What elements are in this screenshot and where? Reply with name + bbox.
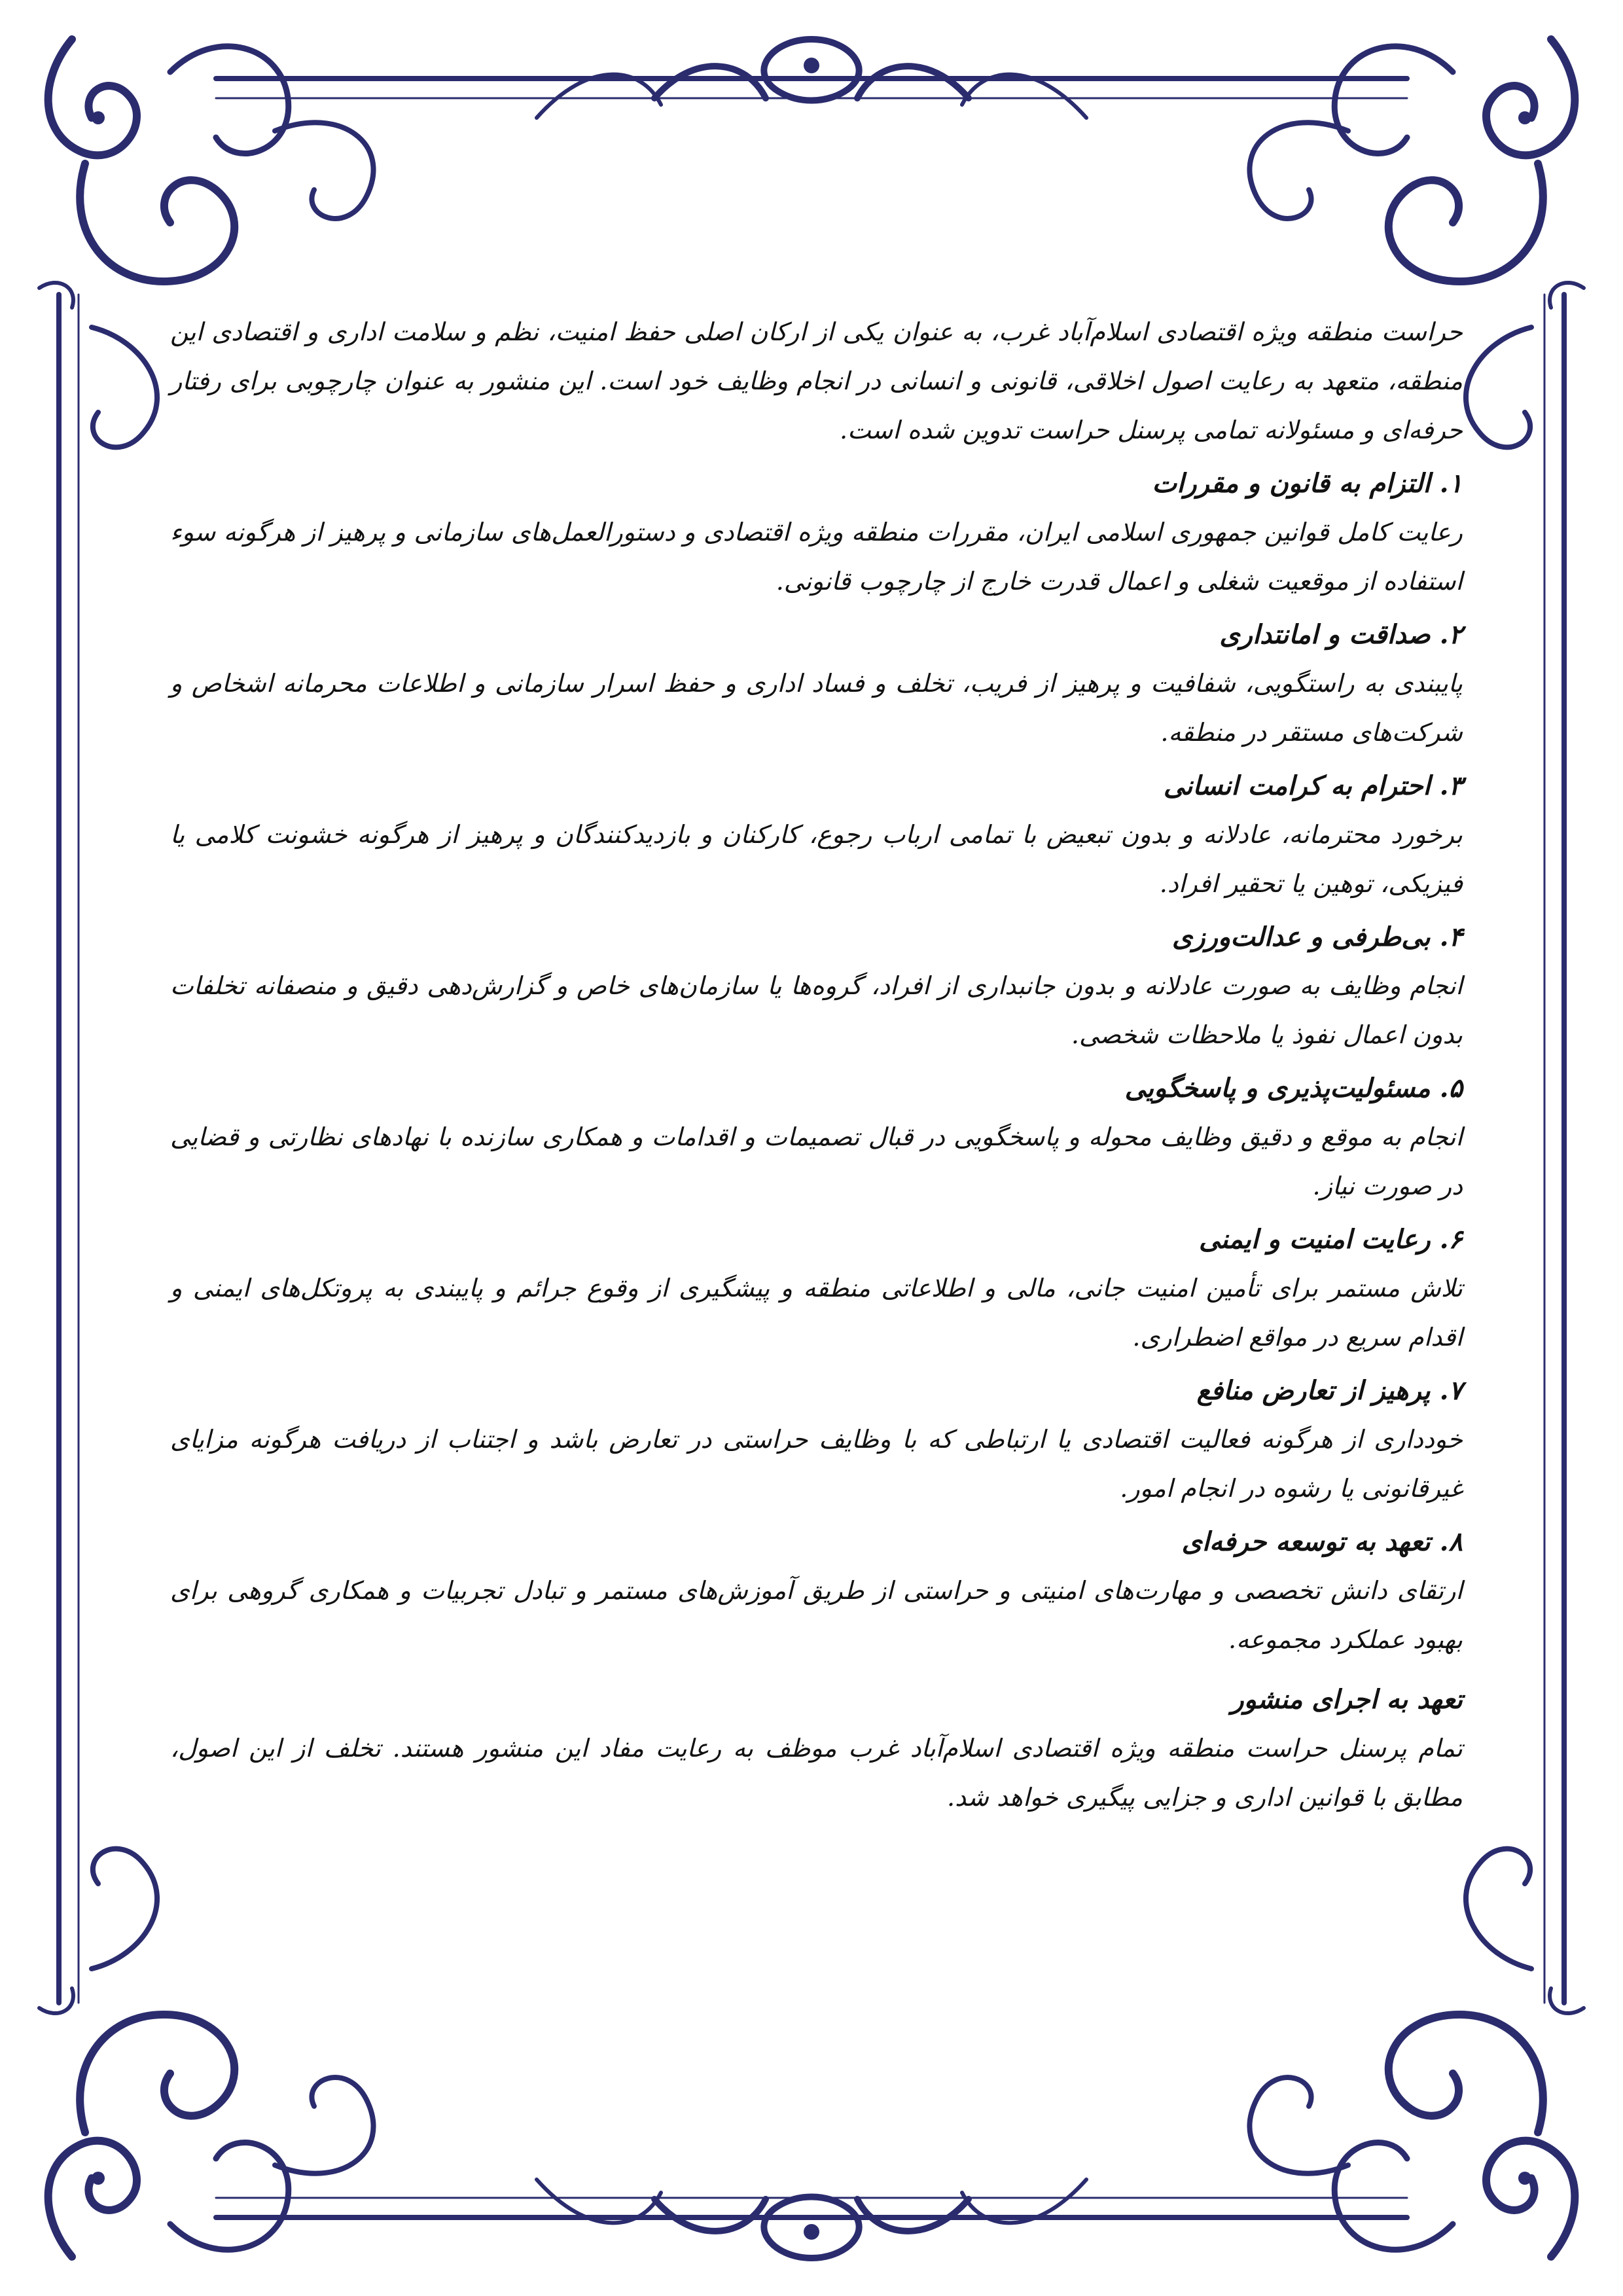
- charter-text: [170, 308, 1463, 1825]
- section-1-body: رعایت کامل قوانین جمهوری اسلامی ایران، مقررات منطقه ویژه اقتصادی و دستورالعمل‌های سازمانی و پرهیز از هرگونه سوء استفاده از موقعیت شغلی و اعمال قدرت خارج از چارچوب قانونی.: [170, 518, 1463, 596]
- section-8-heading: ۸. تعهد به توسعه حرفه‌ای: [1181, 1526, 1463, 1557]
- section-5-heading: ۵. مسئولیت‌پذیری و پاسخگویی: [1124, 1073, 1463, 1103]
- section-1-heading: ۱. التزام به قانون و مقررات: [1152, 468, 1463, 499]
- closing-body: تمام پرسنل حراست منطقه ویژه اقتصادی اسلام‌آباد غرب موظف به رعایت مفاد این منشور هستند. تخلف از این اصول، مطابق با قوانین اداری و جزایی پیگیری خواهد شد.: [170, 1734, 1463, 1812]
- charter-intro: حراست منطقه ویژه اقتصادی اسلام‌آباد غرب، به عنوان یکی از ارکان اصلی حفظ امنیت، نظم و سلامت اداری و اقتصادی این منطقه، متعهد به رعایت اصول اخلاقی، قانونی و انسانی در انجام وظایف خود است. این منشور به عنوان چارچوبی برای رفتار حرفه‌ای و مسئولانه تمامی پرسنل حراست تدوین شده است.: [170, 317, 1463, 444]
- section-3-heading: ۳. احترام به کرامت انسانی: [1163, 770, 1463, 801]
- section-6-body: تلاش مستمر برای تأمین امنیت جانی، مالی و اطلاعاتی منطقه و پیشگیری از وقوع جرائم و پایبندی به پروتکل‌های ایمنی و اقدام سریع در مواقع اضطراری.: [170, 1274, 1463, 1352]
- corner-bottom-right: [1249, 1849, 1584, 2257]
- section-5-body: انجام به موقع و دقیق وظایف محوله و پاسخگویی در قبال تصمیمات و اقدامات و همکاری سازنده با نهادهای نظارتی و قضایی در صورت نیاز.: [170, 1122, 1463, 1200]
- section-7-body: خودداری از هرگونه فعالیت اقتصادی یا ارتباطی که با وظایف حراستی در تعارض باشد و اجتناب از دریافت هرگونه مزایای غیرقانونی یا رشوه در انجام امور.: [170, 1425, 1463, 1503]
- section-3-body: برخورد محترمانه، عادلانه و بدون تبعیض با تمامی ارباب رجوع، کارکنان و بازدیدکنندگان و پرهیز از هرگونه خشونت کلامی یا فیزیکی، توهین یا تحقیر افراد.: [170, 820, 1463, 898]
- section-4-body: انجام وظایف به صورت عادلانه و بدون جانبداری از افراد، گروه‌ها یا سازمان‌های خاص و گزارش‌دهی دقیق و منصفانه تخلفات بدون اعمال نفوذ یا ملاحظات شخصی.: [170, 971, 1463, 1049]
- section-2-heading: ۲. صداقت و امانتداری: [1219, 619, 1463, 650]
- corner-bottom-left: [39, 1849, 374, 2257]
- section-6-heading: ۶. رعایت امنیت و ایمنی: [1199, 1224, 1463, 1255]
- closing-heading: تعهد به اجرای منشور: [1231, 1684, 1463, 1715]
- section-2-body: پایبندی به راستگویی، شفافیت و پرهیز از فریب، تخلف و فساد اداری و حفظ اسرار سازمانی و اطلاعات محرمانه اشخاص و شرکت‌های مستقر در منطقه.: [170, 669, 1463, 747]
- section-7-heading: ۷. پرهیز از تعارض منافع: [1196, 1375, 1463, 1406]
- section-4-heading: ۴. بی‌طرفی و عدالت‌ورزی: [1171, 922, 1463, 952]
- section-8-body: ارتقای دانش تخصصی و مهارت‌های امنیتی و حراستی از طریق آموزش‌های مستمر و تبادل تجربیات و همکاری گروهی برای بهبود عملکرد مجموعه.: [170, 1576, 1463, 1654]
